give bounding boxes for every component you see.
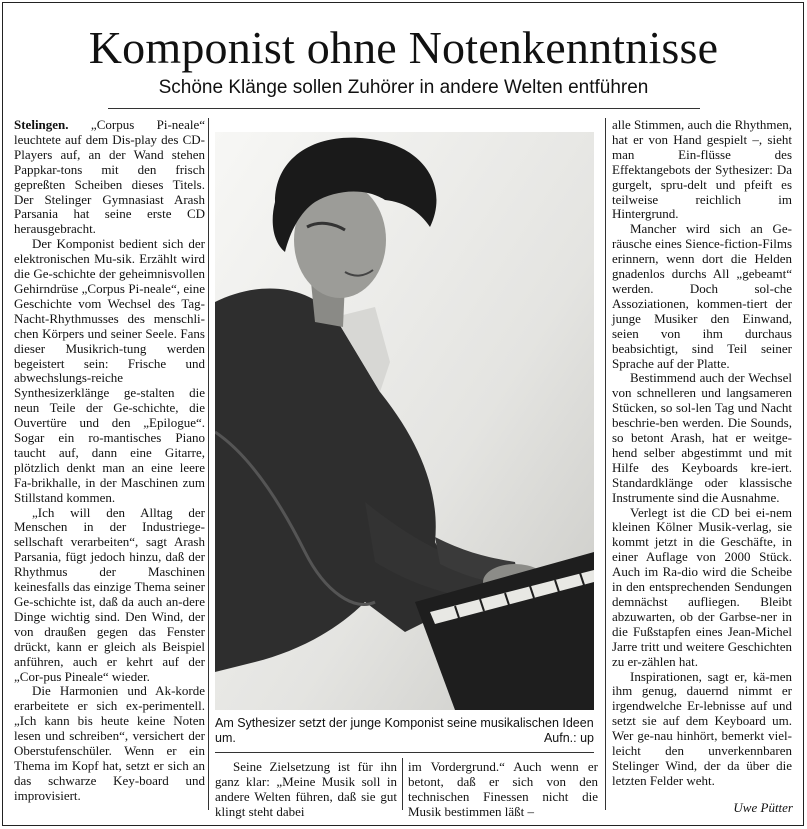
paragraph-col3-2: Mancher wird sich an Ge-räusche eines Sience-fiction-Films erinnern, wenn dort die Helden gnadenlos durchs All „gebeamt“ werden. Doch sol-che Assoziationen, kommen-tiert der junge Musiker den Einwand, seien von ihm durchaus beabsichtigt, sind Teil seiner Sprache auf der Platte. bbox=[612, 221, 792, 371]
column-1 bbox=[14, 118, 205, 804]
column-3 bbox=[612, 118, 792, 789]
author-byline: Uwe Pütter bbox=[733, 800, 793, 815]
column-divider-1 bbox=[208, 118, 209, 810]
paragraph-3: „Ich will den Alltag der Menschen in der Industriege-sellschaft verarbeiten“, sagt Arash Parsania, fügt jedoch hinzu, daß der Rhythmus der Maschinen keinesfalls das einzige Thema seiner Ge-schichte ist, daß da auch an-dere Dinge wichtig sind. Den Wind, der von draußen gegen das Fenster drückt, kann er gleich als Beispiel anführen, auch er kehrt auf der „Cor-pus Pineale“ wieder. bbox=[14, 504, 205, 684]
paragraph-col3-1: alle Stimmen, auch die Rhythmen, hat er von Hand gespielt –, sieht man Ein-flüsse des Effektangebots der Sythesizer: Da gurgelt, spru-delt und pfeift es teilweise reichlich im Hintergrund. bbox=[612, 117, 792, 222]
photo-caption bbox=[215, 716, 594, 746]
photo-illustration bbox=[215, 132, 594, 710]
caption-text: Am Sythesizer setzt der junge Komponist seine musikalischen Ideen um. bbox=[215, 716, 594, 745]
paragraph-col2b: im Vordergrund.“ Auch wenn er betont, daß er sich von den technischen Finessen nicht die Musik bestimmen läßt – bbox=[408, 759, 598, 819]
dateline: Stelingen. bbox=[14, 117, 69, 132]
photo-credit: Aufn.: up bbox=[543, 731, 594, 745]
paragraph-4: Die Harmonien und Ak-korde erarbeitete er sich ex-perimentell. „Ich kann bis heute keine Noten lesen und schreiben“, versichert der Oberstufenschüler. Wenn er ein Thema im Kopf hat, setzt er sich an das schwarze Key-board und improvisiert. bbox=[14, 683, 205, 803]
paragraph-col3-5: Inspirationen, sagt er, kä-men ihm genug, dauernd nimmt er irgendwelche Er-lebnisse auf und setzt sie auf dem Keyboard um. Wer ge-nau hinhört, bemerkt viel-leicht den unverkennbaren Stelinger Wind, der da über die letzten Felder weht. bbox=[612, 668, 792, 788]
column-divider-2 bbox=[402, 758, 403, 810]
headline: Komponist ohne Notenkenntnisse bbox=[88, 22, 719, 73]
column-2a bbox=[215, 760, 397, 820]
column-2b bbox=[408, 760, 598, 820]
paragraph-col2a: Seine Zielsetzung ist für ihn ganz klar: „Meine Musik soll in andere Welten führen, daß sie gut klingt steht dabei bbox=[215, 759, 397, 819]
header-rule bbox=[108, 108, 700, 109]
column-divider-3 bbox=[605, 118, 606, 810]
paragraph-2: Der Komponist bedient sich der elektronischen Mu-sik. Erzählt wird die Ge-schichte der geheimnisvollen Gehirndrüse „Corpus Pi-neale“, eine Geschichte vom Wechsel des Tag-Nacht-Rhythmusses des menschli-chen Körpers und seiner Seele. Fans dieser Musikrich-tung werden begeistert sein: Frische und abwechslungs-reiche Synthesizerklänge ge-stalten die neun Teile der Ge-schichte, die Ouvertüre und den „Epilogue“. Sogar ein ro-mantisches Piano taucht auf, dann eine Gitarre, plötzlich denkt man an eine leere Fa-brikhalle, in der Maschinen zum Stillstand kommen. bbox=[14, 236, 205, 505]
paragraph-col3-4: Verlegt ist die CD bei ei-nem kleinen Kölner Musik-verlag, sie kommt jetzt in die Geschäfte, in einer Auflage von 2000 Stück. Auch im Ra-dio wird die Scheibe in den entsprechenden Sendungen demnächst aufliegen. Bleibt abzuwarten, ob der Garbse-ner in die Fußstapfen eines Jean-Michel Jarre tritt und weitere Geschichten zu er-zählen hat. bbox=[612, 504, 792, 669]
caption-rule bbox=[215, 752, 594, 753]
paragraph-1-text: „Corpus Pi-neale“ leuchtete auf dem Dis-play des CD-Players auf, an der Wand stehen Pappkar-tons mit den frisch gepreßten Scheiben dieses Titels. Der Stelinger Gymnasiast Arash Parsania hat seine erste CD herausgebracht. bbox=[14, 117, 205, 237]
subheadline: Schöne Klänge sollen Zuhörer in andere Welten entführen bbox=[158, 77, 649, 98]
paragraph-col3-3: Bestimmend auch der Wechsel von schnelleren und langsameren Stücken, so sol-len Tag und Nacht beschrie-ben werden. Die Sounds, so betont Arash, hat er weitge-hend selber abgestimmt und mit Hilfe des Keyboards kre-iert. Standardklänge oder klassische Instrumente sind die Ausnahme. bbox=[612, 370, 792, 505]
article-photo bbox=[215, 132, 594, 710]
paragraph-1 bbox=[14, 118, 205, 237]
